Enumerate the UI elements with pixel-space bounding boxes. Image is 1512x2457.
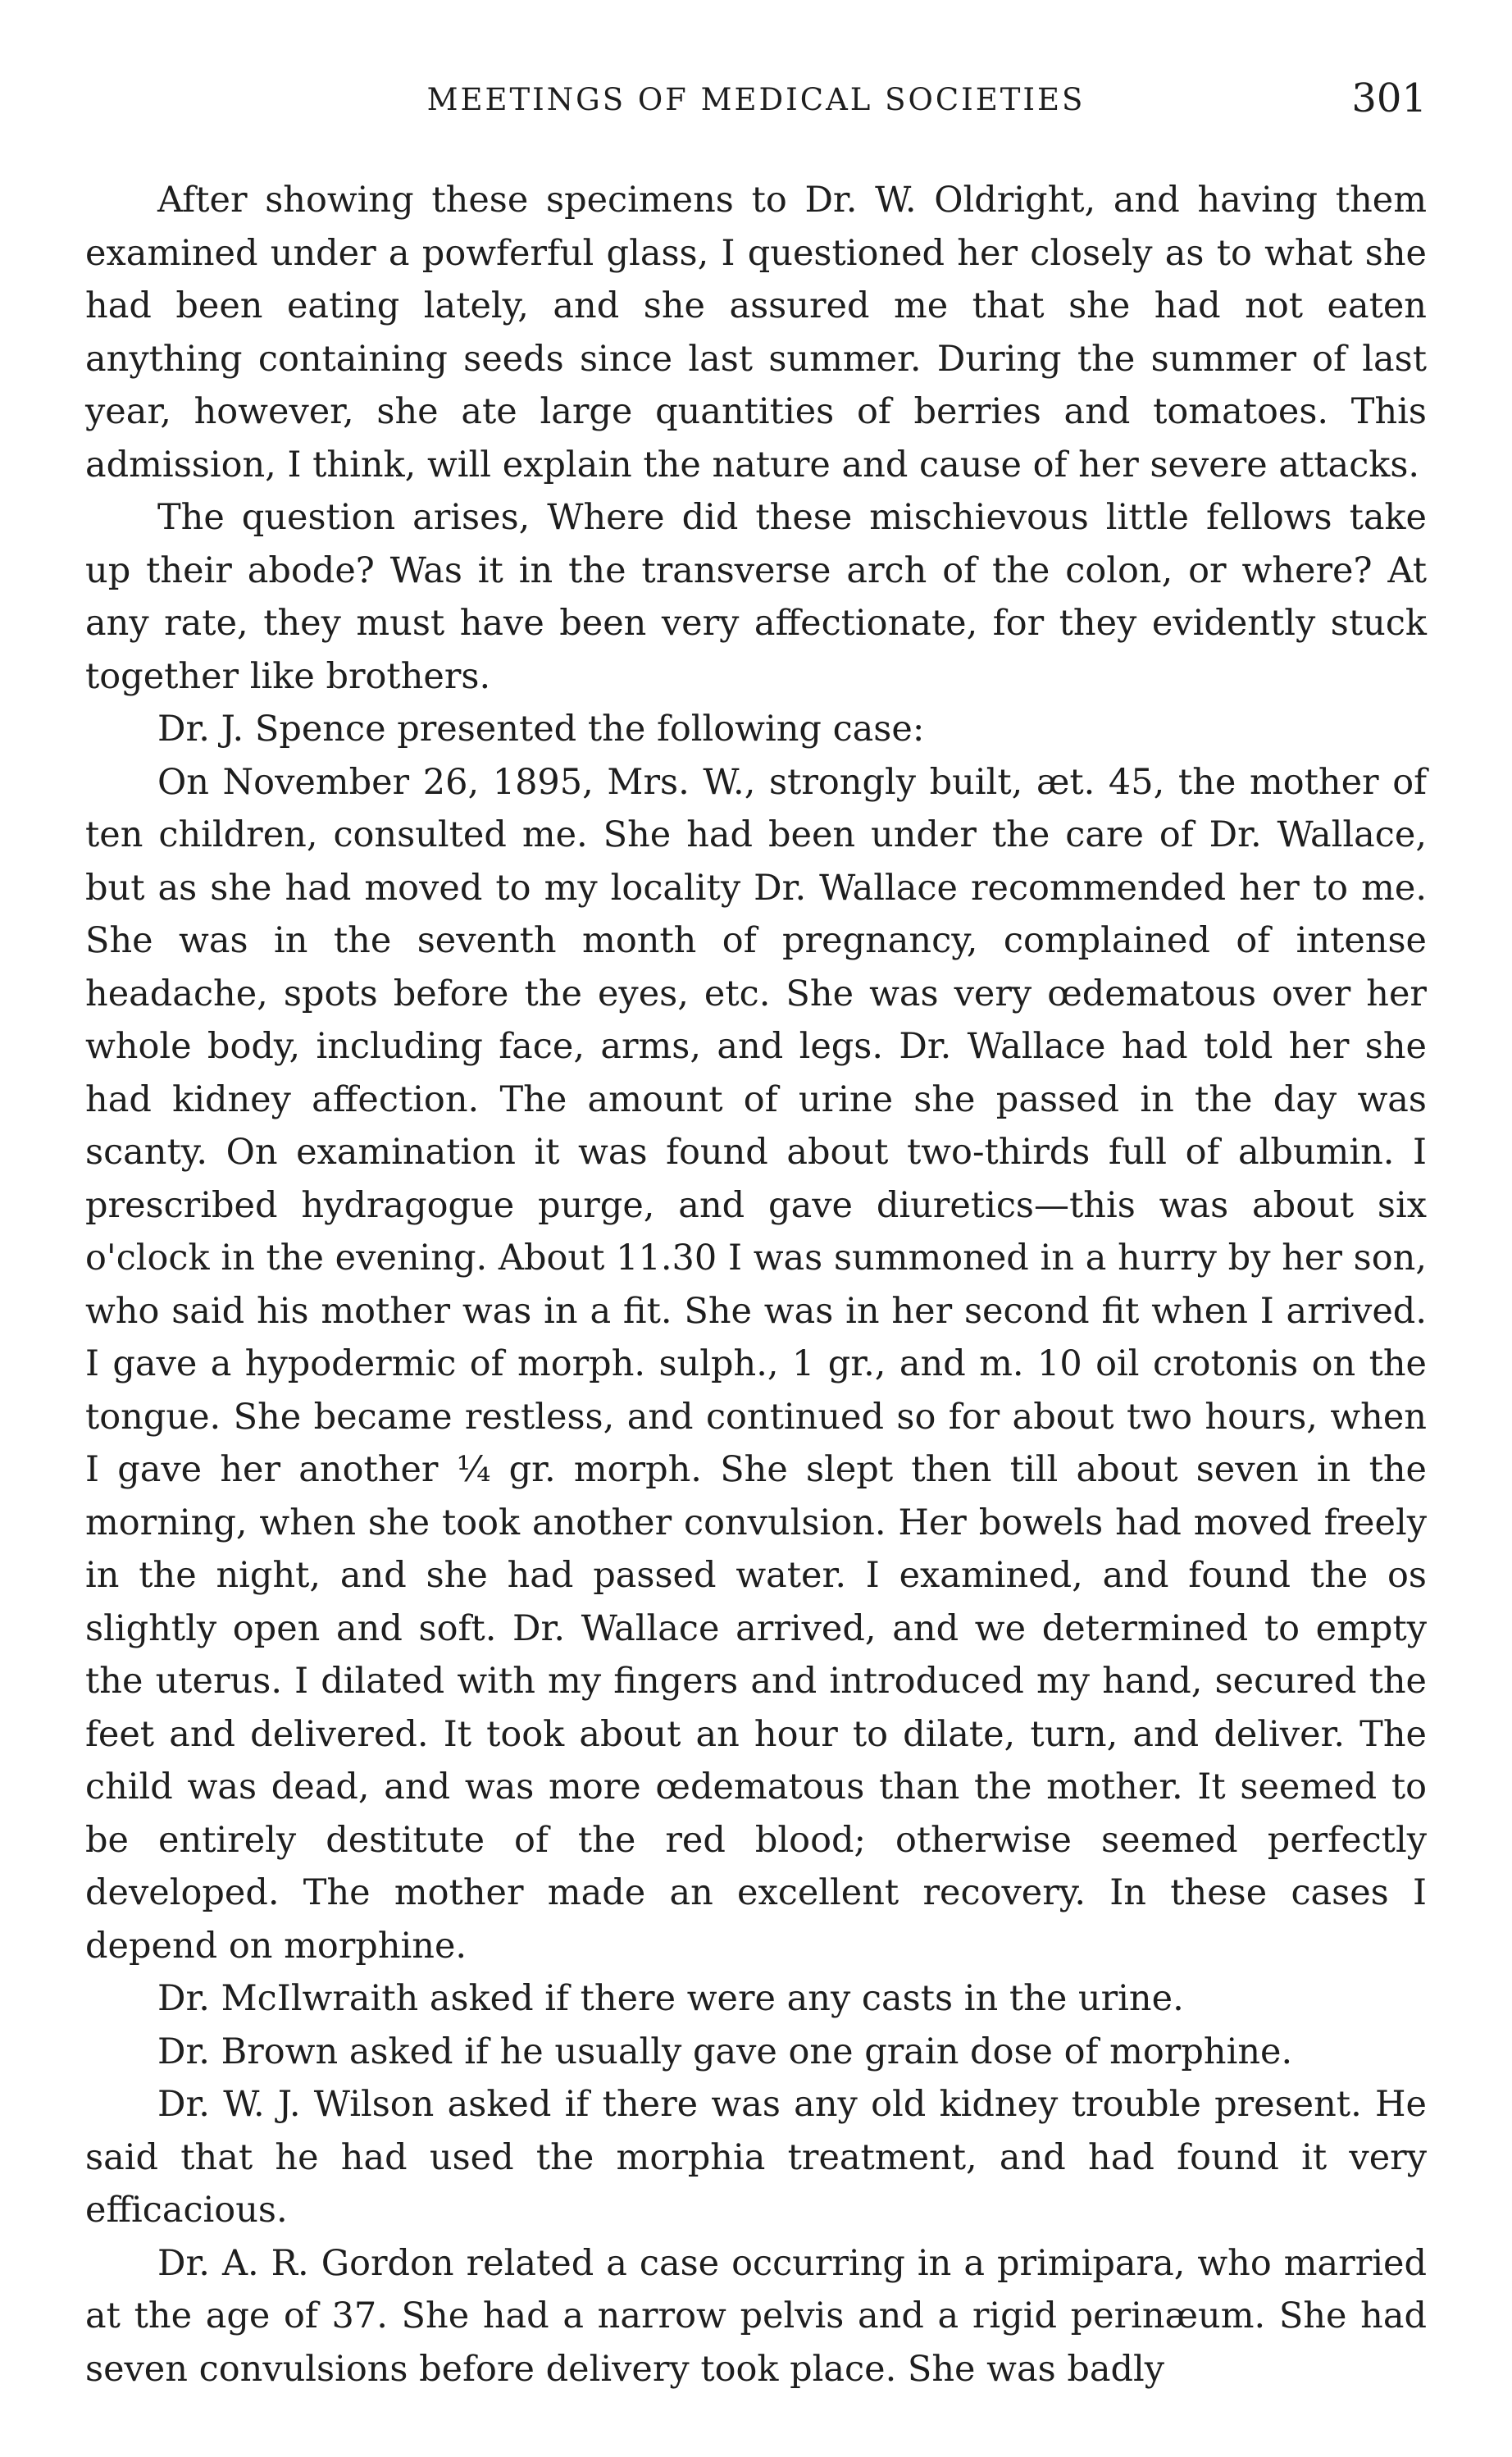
paragraph-gordon: Dr. A. R. Gordon related a case occurring in a primipara, who married at the age of 37. She had a narrow pelvis and a rigid perinæum. She had seven convulsions before delivery took place. She was badly	[85, 2242, 1427, 2390]
page-number: 301	[1351, 75, 1427, 121]
paragraph-case-report: On November 26, 1895, Mrs. W., strongly built, æt. 45, the mother of ten children, consulted me. She had been under the care of Dr. Wallace, but as she had moved to my locality Dr. Wallace recommended her to me. She was in the seventh month of pregnancy, complained of intense headache, spots before the eyes, etc. She was very œdematous over her whole body, including face, arms, and legs. Dr. Wallace had told her she had kidney affection. The amount of urine she passed in the day was scanty. On examination it was found about two-thirds full of albumin. I prescribed hydragogue purge, and gave diuretics—this was about six o'clock in the evening. About 11.30 I was summoned in a hurry by her son, who said his mother was in a fit. She was in her second fit when I arrived. I gave a hypodermic of morph. sulph., 1 gr., and m. 10 oil crotonis on the tongue. She became restless, and continued so for about two hours, when I gave her another ¼ gr. morph. She slept then till about seven in the morning, when she took another convulsion. Her bowels had moved freely in the night, and she had passed water. I examined, and found the os slightly open and soft. Dr. Wallace arrived, and we determined to empty the uterus. I dilated with my fingers and introduced my hand, secured the feet and delivered. It took about an hour to dilate, turn, and deliver. The child was dead, and was more œdematous than the mother. It seemed to be entirely destitute of the red blood; otherwise seemed perfectly developed. The mother made an excellent recovery. In these cases I depend on morphine.	[85, 761, 1427, 1967]
paragraph-specimens: After showing these specimens to Dr. W. Oldright, and having them examined under a powferful glass, I questioned her closely as to what she had been eating lately, and she assured me that she had not eaten anything containing seeds since last summer. During the summer of last year, however, she ate large quantities of berries and tomatoes. This admission, I think, will explain the nature and cause of her severe attacks.	[85, 180, 1427, 485]
running-title: MEETINGS OF MEDICAL SOCIETIES	[426, 82, 1086, 117]
running-head	[85, 75, 1427, 125]
paragraph-brown: Dr. Brown asked if he usually gave one grain dose of morphine.	[157, 2031, 1293, 2072]
paragraph-question-arises: The question arises, Where did these mischievous little fellows take up their abode? Was it in the transverse arch of the colon, or where? At any rate, they must have been very affectionate, for they evidently stuck together like brothers.	[85, 497, 1427, 697]
paragraph-wilson: Dr. W. J. Wilson asked if there was any old kidney trouble present. He said that he had used the morphia treatment, and had found it very efficacious.	[85, 2084, 1427, 2231]
paragraph-mcilwraith: Dr. McIlwraith asked if there were any casts in the urine.	[157, 1978, 1184, 2019]
paragraph-spence-intro: Dr. J. Spence presented the following case:	[157, 709, 925, 750]
body-text	[85, 174, 1427, 2395]
